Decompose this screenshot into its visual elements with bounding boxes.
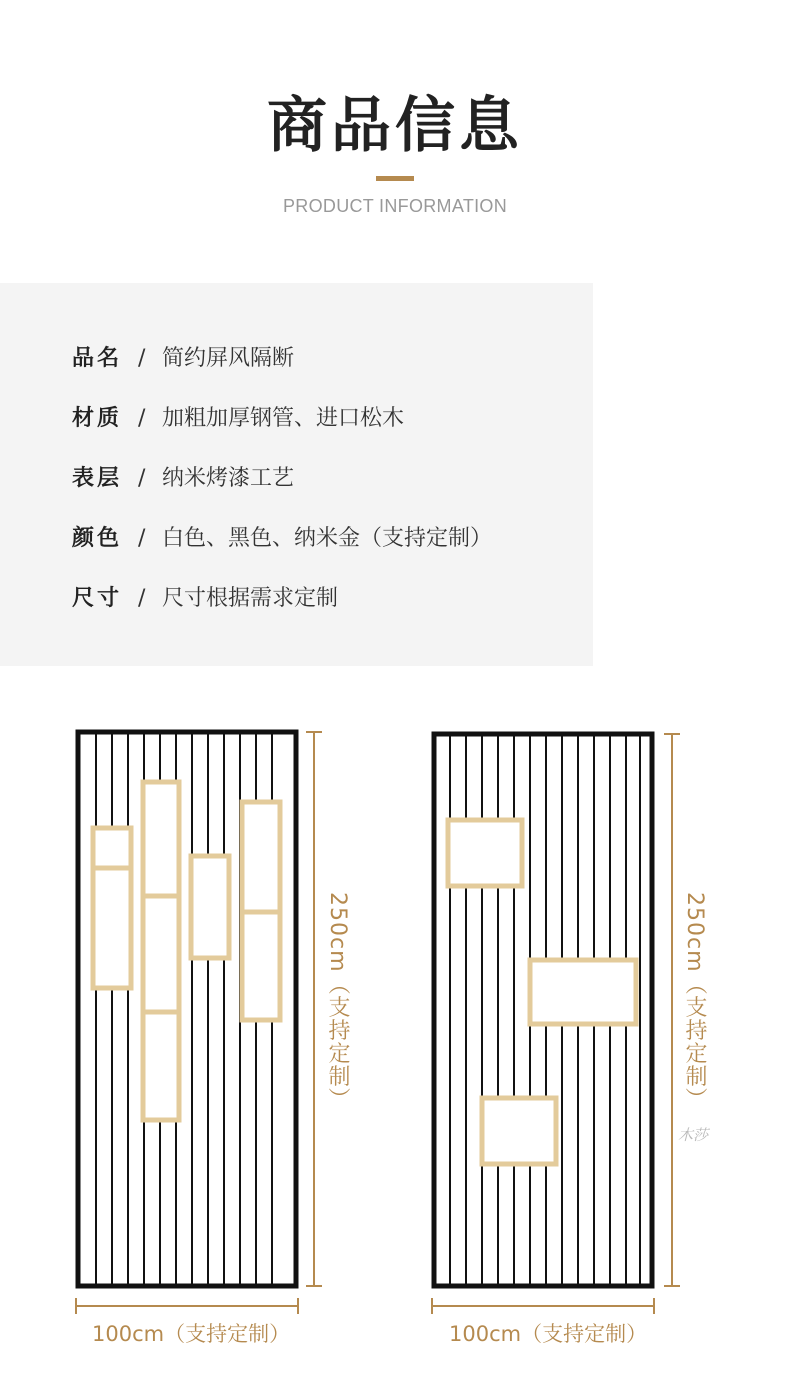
spec-value: 白色、黑色、纳米金（支持定制） xyxy=(162,526,493,551)
spec-separator: / xyxy=(138,346,146,371)
width-dimension-label: 100cm（支持定制） xyxy=(92,1322,291,1346)
height-dimension-label: 250cm（支持定制） xyxy=(325,892,350,1111)
spec-row-surface xyxy=(72,464,294,494)
spec-separator: / xyxy=(138,586,146,611)
height-dimension-label: 250cm（支持定制） xyxy=(682,892,707,1111)
screen-diagram-right xyxy=(418,720,718,1320)
spec-row-name xyxy=(72,344,294,374)
spec-key: 尺寸 xyxy=(72,586,123,611)
spec-key: 品名 xyxy=(72,346,123,371)
spec-key: 材质 xyxy=(72,406,123,431)
wood-frames xyxy=(93,782,280,1120)
spec-row-color xyxy=(72,524,492,554)
spec-separator: / xyxy=(138,406,146,431)
spec-value: 简约屏风隔断 xyxy=(162,346,295,371)
spec-value: 纳米烤漆工艺 xyxy=(162,466,295,491)
screen-diagram-left xyxy=(60,720,360,1320)
spec-row-material xyxy=(72,404,404,434)
spec-key: 表层 xyxy=(72,466,123,491)
width-dimension-label: 100cm（支持定制） xyxy=(449,1322,648,1346)
spec-separator: / xyxy=(138,466,146,491)
page-subtitle: PRODUCT INFORMATION xyxy=(282,196,508,216)
title-underline xyxy=(376,176,414,181)
spec-value: 加粗加厚钢管、进口松木 xyxy=(162,406,405,431)
spec-key: 颜色 xyxy=(72,526,123,551)
spec-row-size xyxy=(72,584,338,614)
brand-watermark: 木莎 xyxy=(678,1126,709,1144)
spec-value: 尺寸根据需求定制 xyxy=(162,586,339,611)
wood-frames xyxy=(448,820,636,1164)
spec-separator: / xyxy=(138,526,146,551)
page-title: 商品信息 xyxy=(267,91,523,161)
